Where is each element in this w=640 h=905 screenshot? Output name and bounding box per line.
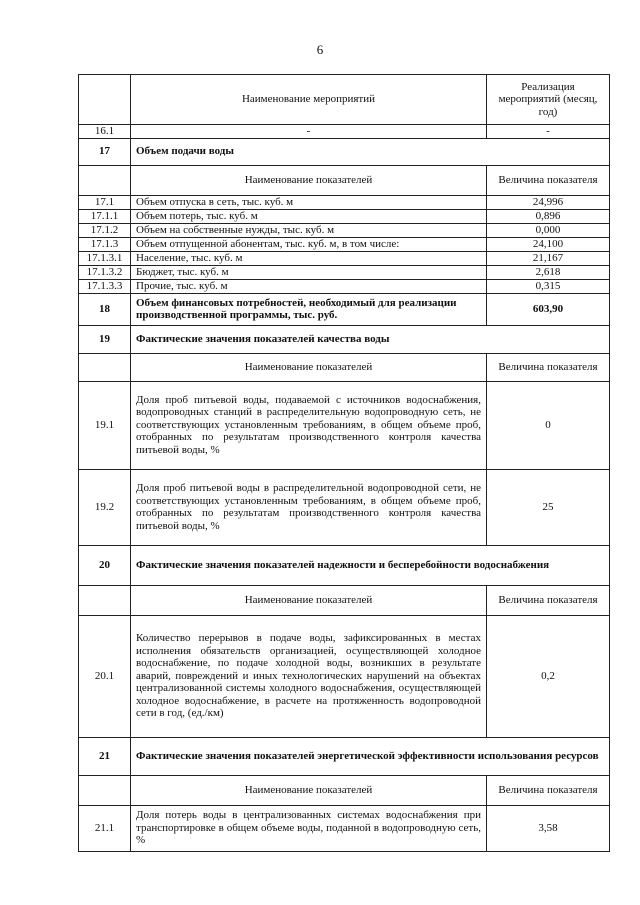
row-name: Объем отпущенной абонентам, тыс. куб. м, в том числе:	[131, 237, 487, 251]
header-name-cell: Наименование мероприятий	[131, 75, 487, 125]
subheader-empty-cell	[79, 165, 131, 195]
row-value: 24,100	[487, 237, 610, 251]
subheader-name: Наименование показателей	[131, 165, 487, 195]
table-row	[79, 125, 610, 139]
row-value: 21,167	[487, 251, 610, 265]
table-row	[79, 251, 610, 265]
row-number: 16.1	[79, 125, 131, 139]
row-value: -	[487, 125, 610, 139]
section-17-subheader	[79, 165, 610, 195]
section-17-heading	[79, 138, 610, 165]
row-value: 2,618	[487, 265, 610, 279]
row-name: Бюджет, тыс. куб. м	[131, 265, 487, 279]
row-number: 20.1	[79, 615, 131, 737]
row-value: 0,000	[487, 223, 610, 237]
row-name: Доля проб питьевой воды в распределительной водопроводной сети, не соответствующих установленным требованиям, в общем объеме проб, отобранных по результатам производственного контроля качества питьевой воды, %	[131, 469, 487, 545]
table-row	[79, 279, 610, 293]
subheader-empty-cell	[79, 775, 131, 805]
subheader-name: Наименование показателей	[131, 353, 487, 381]
row-name: -	[131, 125, 487, 139]
section-title: Объем финансовых потребностей, необходимый для реализации производственной программы, тыс. руб.	[131, 293, 487, 325]
table-row	[79, 195, 610, 209]
page-number: 6	[316, 42, 324, 57]
section-number: 21	[79, 737, 131, 775]
header-num-cell	[79, 75, 131, 125]
row-name: Прочие, тыс. куб. м	[131, 279, 487, 293]
section-title: Объем подачи воды	[131, 138, 610, 165]
table-row	[79, 223, 610, 237]
row-name: Объем на собственные нужды, тыс. куб. м	[131, 223, 487, 237]
section-19-heading	[79, 325, 610, 353]
section-value: 603,90	[487, 293, 610, 325]
row-number: 19.1	[79, 381, 131, 469]
section-19-subheader	[79, 353, 610, 381]
row-value: 3,58	[487, 805, 610, 851]
section-number: 17	[79, 138, 131, 165]
section-number: 20	[79, 545, 131, 585]
row-value: 0	[487, 381, 610, 469]
table-row	[79, 381, 610, 469]
row-value: 25	[487, 469, 610, 545]
section-21-heading	[79, 737, 610, 775]
subheader-name: Наименование показателей	[131, 775, 487, 805]
section-title: Фактические значения показателей надежности и бесперебойности водоснабжения	[131, 545, 610, 585]
section-20-subheader	[79, 585, 610, 615]
header-period-cell: Реализация мероприятий (месяц, год)	[487, 75, 610, 125]
section-title: Фактические значения показателей энергетической эффективности использования ресурсов	[131, 737, 610, 775]
row-value: 24,996	[487, 195, 610, 209]
subheader-empty-cell	[79, 353, 131, 381]
table-row	[79, 237, 610, 251]
row-value: 0,315	[487, 279, 610, 293]
indicators-table	[78, 74, 610, 852]
section-20-heading	[79, 545, 610, 585]
row-number: 19.2	[79, 469, 131, 545]
row-value: 0,2	[487, 615, 610, 737]
table-row	[79, 805, 610, 851]
table-row	[79, 209, 610, 223]
section-18-row	[79, 293, 610, 325]
row-name: Население, тыс. куб. м	[131, 251, 487, 265]
row-number: 17.1.3.2	[79, 265, 131, 279]
row-name: Объем отпуска в сеть, тыс. куб. м	[131, 195, 487, 209]
row-number: 17.1.2	[79, 223, 131, 237]
row-name: Доля проб питьевой воды, подаваемой с источников водоснабжения, водопроводных станций в распределительную водопроводную сеть, не соответствующих установленным требованиям, в общем объеме проб, отобранных по результатам производственного контроля качества питьевой воды, %	[131, 381, 487, 469]
section-21-subheader	[79, 775, 610, 805]
row-number: 17.1	[79, 195, 131, 209]
section-number: 19	[79, 325, 131, 353]
subheader-value: Величина показателя	[487, 353, 610, 381]
row-number: 17.1.3.1	[79, 251, 131, 265]
section-number: 18	[79, 293, 131, 325]
row-number: 17.1.3	[79, 237, 131, 251]
subheader-empty-cell	[79, 585, 131, 615]
subheader-value: Величина показателя	[487, 585, 610, 615]
row-number: 17.1.1	[79, 209, 131, 223]
table-row	[79, 265, 610, 279]
subheader-value: Величина показателя	[487, 165, 610, 195]
row-number: 17.1.3.3	[79, 279, 131, 293]
subheader-value: Величина показателя	[487, 775, 610, 805]
row-number: 21.1	[79, 805, 131, 851]
header-row	[79, 75, 610, 125]
row-value: 0,896	[487, 209, 610, 223]
table-row	[79, 469, 610, 545]
subheader-name: Наименование показателей	[131, 585, 487, 615]
row-name: Объем потерь, тыс. куб. м	[131, 209, 487, 223]
row-name: Количество перерывов в подаче воды, зафиксированных в местах исполнения обязательств организацией, осуществляющей холодное водоснабжение, по подаче холодной воды, возникших в результате аварий, повреждений и иных технологических нарушений на объектах централизованной системы холодного водоснабжения, осуществляющей холодное водоснабжение, в расчете на протяженность водопроводной сети в год, (ед./км)	[131, 615, 487, 737]
row-name: Доля потерь воды в централизованных системах водоснабжения при транспортировке в общем объеме воды, поданной в водопроводную сеть, %	[131, 805, 487, 851]
section-title: Фактические значения показателей качества воды	[131, 325, 610, 353]
table-row	[79, 615, 610, 737]
